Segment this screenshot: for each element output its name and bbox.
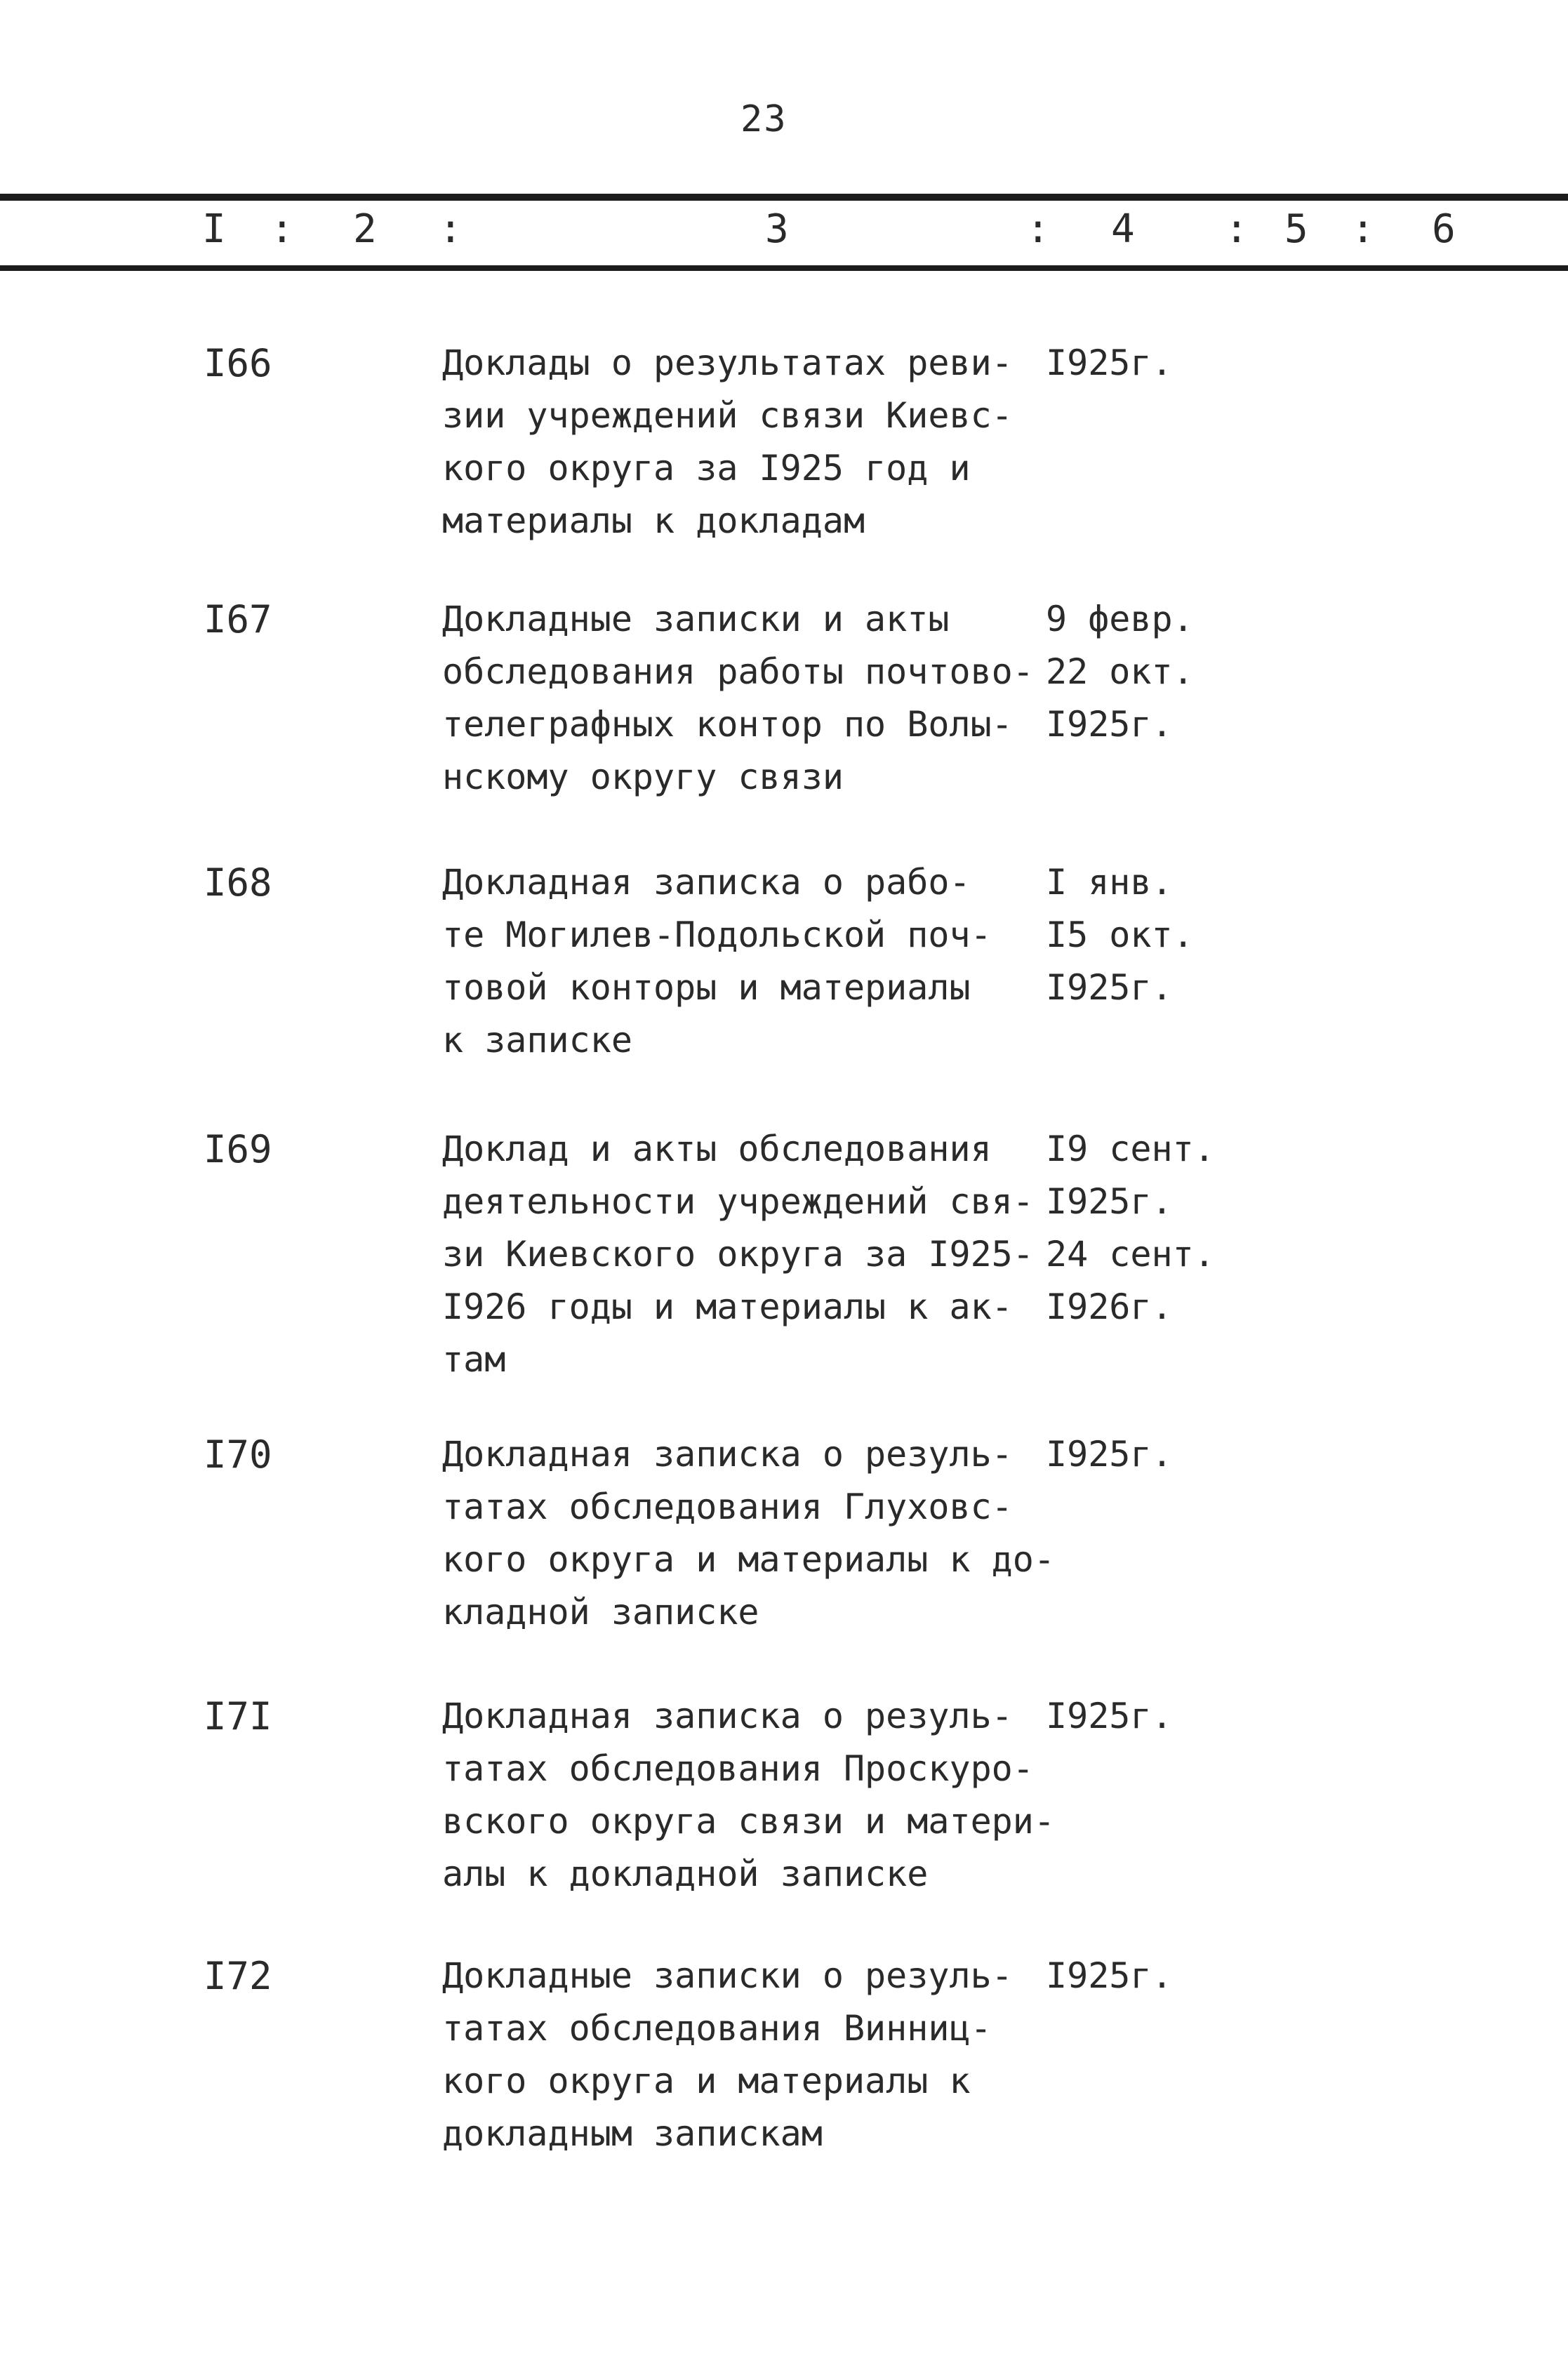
column-header-6: 6 [1432, 206, 1456, 252]
entry-title: Докладная записка о резуль- татах обследования Проскуро- вского округа связи и матери- алы к докладной записке [442, 1696, 1055, 1894]
entry-number: I72 [204, 1954, 272, 1998]
entry-number: I70 [204, 1432, 272, 1477]
column-header-4: 4 [1111, 206, 1135, 252]
column-header-3: 3 [765, 206, 789, 252]
entry-number: I7I [204, 1694, 272, 1738]
entry-title: Докладные записки о резуль- татах обследования Винниц- кого округа и материалы к докладным запискам [442, 1955, 1013, 2154]
column-separator: : [270, 206, 294, 252]
page-number: 23 [740, 98, 788, 140]
entry-title: Докладные записки и акты обследования работы почтово- телеграфных контор по Волы- нскому округу связи [442, 599, 1034, 797]
column-header-5: 5 [1284, 206, 1308, 252]
entry-date: I925г. [1046, 1955, 1173, 1996]
column-separator: : [1026, 206, 1050, 252]
column-separator: : [1351, 206, 1375, 252]
entry-date: I925г. [1046, 1434, 1173, 1475]
entry-number: I67 [204, 597, 272, 641]
entry-number: I69 [204, 1127, 272, 1171]
entry-date: I9 сент. I925г. 24 сент. I926г. [1046, 1129, 1215, 1327]
entry-title: Доклады о результатах реви- зии учреждений связи Киевс- кого округа за I925 год и материалы к докладам [442, 342, 1013, 541]
entry-title: Доклад и акты обследования деятельности учреждений свя- зи Киевского округа за I925- I926 годы и материалы к ак- там [442, 1129, 1034, 1380]
column-header-2: 2 [353, 206, 377, 252]
column-header-1: I [202, 206, 226, 252]
column-separator: : [1225, 206, 1249, 252]
column-separator: : [439, 206, 463, 252]
entry-date: I925г. [1046, 342, 1173, 383]
entry-date: I925г. [1046, 1696, 1173, 1736]
entry-title: Докладная записка о резуль- татах обследования Глуховс- кого округа и материалы к до- кладной записке [442, 1434, 1055, 1632]
entry-title: Докладная записка о рабо- те Могилев-Подольской поч- товой конторы и материалы к записке [442, 862, 992, 1060]
header-top-rule [0, 194, 1568, 201]
entry-number: I68 [204, 860, 272, 905]
entry-date: I янв. I5 окт. I925г. [1046, 862, 1194, 1008]
header-bottom-rule [0, 265, 1568, 271]
entry-date: 9 февр. 22 окт. I925г. [1046, 599, 1194, 745]
entry-number: I66 [204, 341, 272, 385]
